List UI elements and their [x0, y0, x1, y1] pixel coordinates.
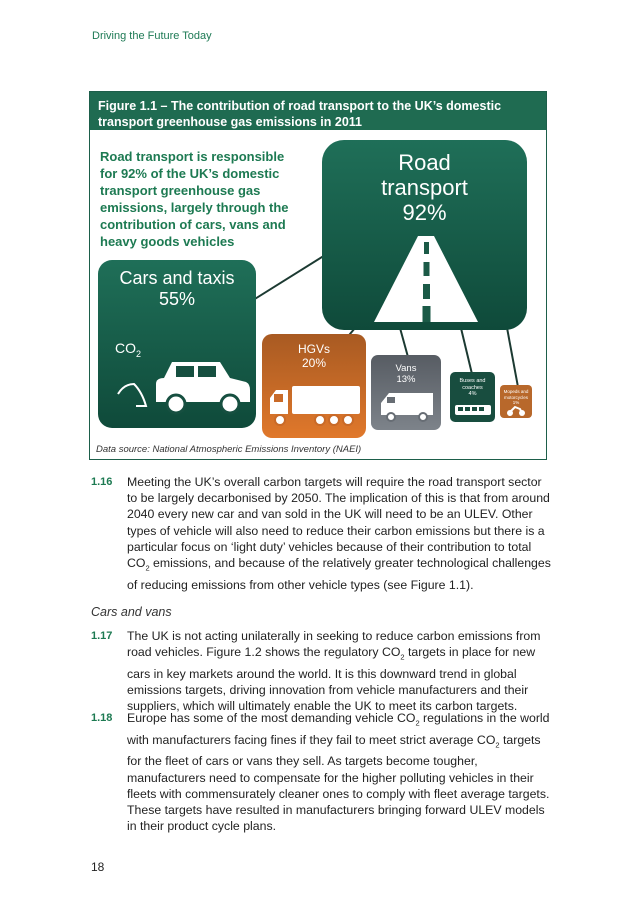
- hgv-label: HGVs 20%: [297, 342, 330, 370]
- paragraph-1-16: 1.16 Meeting the UK’s overall carbon targets will require the road transport sector to be largely decarbonised by 2050. The implication of this is that from around 2040 every new car and van sold in the UK will need to be an ULEV. Other types of vehicle will also need to reduce their carbon emissions but there is a particular focus on ‘light duty’ vehicles because of their contribution to total $CO_2$ emissions, and because of the relatively greater technological challenges of reducing emissions from other vehicle types (see Figure 1.1).: [91, 475, 551, 592]
- figure-intro-text: Road transport is responsible for 92% of the UK’s domestic transport greenhouse gas emissions, largely through the contribution of cars, vans and heavy goods vehicles: [100, 149, 289, 249]
- vans-label: Vans 13%: [395, 363, 417, 385]
- co2-label: $CO_2$: [115, 340, 142, 359]
- road-transport-label: Road transport 92%: [381, 150, 468, 225]
- page-number: 18: [91, 860, 105, 874]
- cars-taxis-box: [98, 260, 256, 428]
- road-icon: [374, 236, 478, 322]
- road-transport-box: [322, 140, 527, 330]
- truck-icon: [266, 382, 364, 434]
- running-head: Driving the Future Today: [92, 30, 212, 42]
- motorcycles-label: Mopeds and motorcycles 1%: [503, 389, 529, 405]
- bus-icon: [454, 404, 492, 418]
- figure-1-1: [89, 91, 547, 460]
- figure-source: Data source: National Atmospheric Emissions Inventory (NAEI): [96, 444, 362, 455]
- connector-vans: [400, 328, 408, 357]
- section-subheading: Cars and vans: [91, 605, 172, 619]
- motorcycle-icon: [505, 405, 527, 417]
- motorcycles-box: [500, 385, 532, 418]
- buses-coaches-label: Buses and coaches 4%: [459, 378, 486, 397]
- buses-coaches-box: [450, 372, 495, 422]
- paragraph-1-17: 1.17 The UK is not acting unilaterally in seeking to reduce carbon emissions from road vehicles. Figure 1.2 shows the regulatory $CO_2$ targets in place for new cars in key markets around the world. It is this downward trend in global emissions targets, driving innovation from vehicle manufacturers and their suppliers, which will ultimately enable the UK to meet its carbon targets.: [91, 629, 541, 714]
- hgv-box: [262, 334, 366, 438]
- figure-title: Figure 1.1 – The contribution of road transport to the UK’s domestic transport greenhouse gas emissions in 2011: [90, 92, 546, 130]
- vans-box: [371, 355, 441, 430]
- car-icon: [112, 356, 252, 424]
- cars-taxis-label: Cars and taxis 55%: [119, 268, 235, 309]
- paragraph-1-18: 1.18 Europe has some of the most demanding vehicle $CO_2$ regulations in the world with manufacturers facing fines if they fail to meet strict average $CO_2$ targets for the fleet of cars or vans they sell. As targets become tougher, manufacturers need to compensate for the higher polluting vehicles in their fleets with commensurately cleaner ones to comply with fleet average targets. These targets have resulted in manufacturers bringing forward ULEV models in their product cycle plans.: [91, 711, 550, 834]
- connector-cars: [250, 252, 330, 302]
- connector-buses: [460, 324, 472, 374]
- van-icon: [379, 389, 435, 425]
